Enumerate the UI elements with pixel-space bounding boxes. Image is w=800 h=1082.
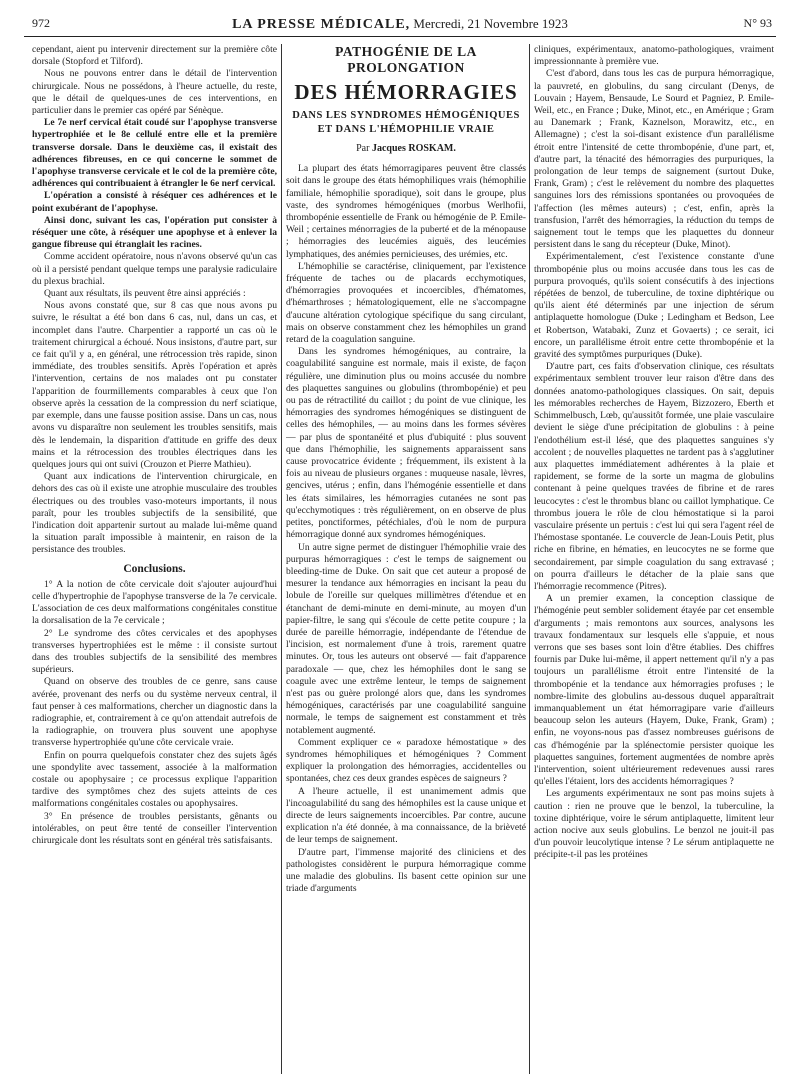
paragraph: Quant aux résultats, ils peuvent être ainsi appréciés : <box>44 288 246 300</box>
paragraph: A l'heure actuelle, il est unanimement admis que l'incoagulabilité du sang des hémophiles est la cause unique et directe de leurs saignements incoercibles. Par contre, aucune explication n'a été donnée, à ma connaissance, de la brièveté de leur temps de saignement. <box>286 785 526 846</box>
paragraph: A un premier examen, la conception classique de l'hémogénie peut sembler solidement étayée par cet ensemble d'arguments ; mais remontons aux sources, analysons les travaux fondamentaux sur lesquels elle s'appuie, et nous verrons que ses bases sont loin d'être établies. Des chiffres fournis par Duke lui-même, il appert nettement qu'il n'y a pas toujours un parallélisme étroit entre l'intensité de la thrombopénie et la tendance aux hémorragies profuses ; le nombre-limite des globulins au-dessous duquel apparaîtrait immanquablement un état hémorragipare varie d'ailleurs beaucoup selon les auteurs (Hayem, Duke, Frank, Gram) ; enfin, ne voyons-nous pas d'assez nombreuses guérisons de cas d'hémogénie par la splénectomie persister quoique les plaquettes sanguines, fortement augmentées de nombre après l'intervention, soient ultérieurement redevenues aussi rares qu'elles l'étaient, lors des accidents hémorragiques ? <box>534 593 774 788</box>
issue-number: N° 93 <box>743 16 772 30</box>
article-subtitle-line1: DANS LES SYNDROMES HÉMOGÉNIQUES <box>292 110 520 121</box>
paragraph: D'autre part, ces faits d'observation clinique, ces résultats expérimentaux semblent trouver leur raison d'être dans des données anatomo-pathologiques classiques. On sait, depuis les mémorables recherches de Hayem, Bizzozero, Eberth et Schimmelbusch, Lœb, qu'aussitôt formée, une plaie vasculaire devient le siège d'une précipitation de globulins : à peine l'endothélium est-il lésé, que des plaquettes sanguines s'y accolent ; de nouvelles plaquettes ne tardent pas à s'agglutiner aux plaquettes immédiatement adhérentes à la plaie et rapidement, se forme de la sorte un magma de globulins contenant à peine quelques travées de fibrine et de rares leucocytes : c'est le thrombus blanc ou caillot lymphatique. Ce thrombus jouera le rôle de clou hémostatique si la paroi vasculaire présente un pertuis : c'est lui qui sera l'agent réel de l'hémostase spontanée. Le couvercle de Jean-Louis Petit, plus riche en fibrine, en hématies, en leucocytes ne se forme que secondairement, par simple coagulation du sang extravasé ; on pourra d'ailleurs le détacher de la plaie sans que l'hémorragie recommence (Pitres). <box>534 361 774 592</box>
paragraph: L'opération a consisté à réséquer ces adhérences et le point exubérant de l'apophyse. <box>32 190 277 214</box>
paragraph: C'est d'abord, dans tous les cas de purpura hémorragique, la pauvreté, en globulins, du sang circulant (Denys, de Louvain ; Hayem, Bensaude, Le Sourd et Pagniez, P. Emile-Weil, etc., en France ; Duke, Minot, etc., en Amérique ; Gram au Danemark ; Frank, Kaznelson, Morawitz, etc., en Allemagne) ; c'est la soi-disant existence d'un parallélisme étroit entre l'intensité de cette thrombopénie, d'une part, et, d'autre part, la ténacité des hémorragies des purpuriques, la prolongation de leur temps de saignement (surtout Duke, Frank, Gram) ; c'est le relèvement du nombre des plaquettes sanguines lors des rémissions spontanées ou provoquées de l'affection (les mêmes auteurs) ; c'est, enfin, après la transfusion, l'arrêt des hémorragies, la réduction du temps de saignement tout le temps que les plaquettes du donneur persistent dans le sang du récepteur (Duke, Minot). <box>534 68 774 251</box>
paragraph: Nous avons constaté que, sur 8 cas que nous avons pu suivre, le résultat a été bon dans 6 cas, nul, dans un cas, et incomplet dans l'autre. Charpentier a rapporté un cas où le traitement chirurgical a échoué. Nous insistons, d'autre part, sur ce fait qu'il y a, en général, une rétrocession très rapide, sinon immédiate, des troubles sensitifs. Après l'opération et après l'intervention, certains de nos malades ont pu constater l'apparition de fourmillements comparables à ceux que l'on observe après la cessation de la compression du nerf sciatique, par exemple, dans une fausse position assise. Dans un cas, nous avons vu disparaître non seulement les troubles sensitifs, mais dès le lendemain, la disparition d'attitude en griffe des deux mains et la rétrocession des troubles électriques dans les quelques jours qui ont suivi (Crouzon et Pierre Mathieu). <box>32 300 277 470</box>
page-number: 972 <box>32 16 50 30</box>
author-name: Jacques ROSKAM. <box>371 143 456 154</box>
article-subtitle-line2: ET DANS L'HÉMOPHILIE VRAIE <box>317 124 495 135</box>
column-separator <box>529 44 530 1074</box>
article-title-line1: PATHOGÉNIE DE LA PROLONGATION <box>335 44 477 75</box>
column-middle <box>286 44 526 1074</box>
column-right <box>534 44 774 1074</box>
paragraph: Un autre signe permet de distinguer l'hémophilie vraie des purpuras hémorragiques : c'est le temps de saignement ou bleeding-time de Duke. On sait que cet auteur a proposé de mesurer la tendance aux hémorragies en incisant la peau du lobule de l'oreille sur quelques millimètres d'étendue et en étanchant de demi-minute en demi-minute, au moyen d'un papier-filtre, le sang qui s'écoule de cette petite coupure ; la durée de pareille hémorragie, indépendante de l'étendue de l'incision, est normalement d'une à trois, rarement quatre minutes. Or, tous les auteurs ont observé — fait d'apparence paradoxale — que, chez les hémophiles dont le sang se coagule avec une extrême lenteur, le temps de saignement n'est pas ou guère prolongé alors que, dans les syndromes hémogéniques, caractérisés par une coagulabilité sanguine normale, le temps de saignement est constamment et très notablement augmenté. <box>286 541 526 736</box>
paragraph: Dans les syndromes hémogéniques, au contraire, la coagulabilité sanguine est normale, mais il existe, de façon régulière, une diminution plus ou moins accusée du nombre des plaquettes sanguines ou globulins (thrombopénie) et peu ou pas de rétractilité du caillot ; du point de vue clinique, les hémorragies des syndromes hémogéniques se distinguent de celles des hémophiles, — au moins dans les formes sévères — par plus de spontanéité et plus d'ubiquité : plus souvent que dans l'hémophilie, les saignements apparaissent sans cause provocatrice évidente ; fréquemment, ils existent à la fois au niveau de plusieurs organes : muqueuse nasale, lèvres, gencives, utérus ; enfin, dans l'hémogénie essentielle et dans les états similaires, les hémorragies cutanées ne sont pas qu'ecchymotiques : très régulièrement, on en observe de plus petites, ponctiformes, pétéchiales, d'où le nom de purpura hémorragique donné aux syndromes hémogéniques. <box>286 346 526 541</box>
paragraph: Ainsi donc, suivant les cas, l'opération put consister à réséquer une côte, à réséquer une apophyse et à enlever la gangue fibreuse qui étranglait les racines. <box>32 214 277 251</box>
journal-name: LA PRESSE MÉDICALE, <box>232 17 411 32</box>
paragraph: Les arguments expérimentaux ne sont pas moins sujets à caution : rien ne prouve que le benzol, la tuberculine, la toxine diphtérique, voire le sérum antiplaquette, limitent leur action nocive aux seuls globulins. Le benzol ne jouit-il pas d'un pouvoir leucolytique intense ? Le sérum antiplaquette ne précipite-t-il pas les protéines <box>534 788 774 861</box>
paragraph: D'autre part, l'immense majorité des cliniciens et des pathologistes considèrent le purpura hémorragique comme une maladie des globulins. Ils basent cette opinion sur une triade d'arguments <box>286 846 526 895</box>
paragraph: Comment expliquer ce « paradoxe hémostatique » des syndromes hémophiliques et hémogéniques ? Comment expliquer la prolongation des hémorragies, accidentelles ou spontanées, chez ces deux grandes espèces de saigneurs ? <box>286 736 526 785</box>
column-separator <box>281 44 282 1074</box>
conclusion-item: 2° Le syndrome des côtes cervicales et des apophyses transverses hypertrophiées est le même : il consiste surtout dans des troubles subjectifs de la sensibilité des membres supérieurs. <box>32 627 277 676</box>
paragraph: cependant, aient pu intervenir directement sur la première côte dorsale (Stopford et Tilford). <box>32 44 277 68</box>
conclusions-heading: Conclusions. <box>123 562 186 575</box>
conclusion-item: 3° En présence de troubles persistants, gênants ou intolérables, on peut être tenté de conseiller l'intervention chirurgicale dont les résultats sont en général très satisfaisants. <box>32 810 277 846</box>
paragraph: cliniques, expérimentaux, anatomo-pathologiques, vraiment impressionnante à première vue. <box>534 44 774 68</box>
header-rule <box>24 36 776 37</box>
paragraph: Le 7e nerf cervical était coudé sur l'apophyse transverse hypertrophiée et le 8e cellulé entre elle et la première transverse dorsale. Dans le deuxième cas, il existait des adhérences fibreuses, en ce qui concerne le sommet de l'apophyse transverse cervicale et le col de la première côte, adhérences qui contribuaient à étrangler le 6e nerf cervical. <box>32 117 277 190</box>
paragraph: Comme accident opératoire, nous n'avons observé qu'un cas où il a persisté pendant quelque temps une paralysie radiculaire du plexus brachial. <box>32 251 277 287</box>
issue-date: Mercredi, 21 Novembre 1923 <box>413 16 568 31</box>
conclusion-item: 1° A la notion de côte cervicale doit s'ajouter aujourd'hui celle d'hypertrophie de l'apophyse transverse de la 7e cervicale. L'association de ces deux malformations congénitales constitue la dorsalisation de la 7e cervicale ; <box>32 578 277 627</box>
paragraph: La plupart des états hémorragipares peuvent être classés soit dans le groupe des états hémophiliques vrais (hémophilie familiale, hémophilie sporadique), soit dans le groupe, plus vaste, des syndromes hémogéniques (morbus Werlhofii, thrombopénie essentielle de Frank ou hémogénie de P. Emile-Weil ; certaines ménorragies de la puberté et de la ménopause ; hémorragies des leucémies aiguës, des leucémies lymphatiques, des anémies pernicieuses, des urémies, etc. <box>286 163 526 260</box>
conclusion-item: Enfin on pourra quelquefois constater chez des sujets âgés une spondylite avec tassement, associée à la malformation costale ou apophysaire ; ce processus explique l'apparition tardive des symptômes chez des sujets atteints de ces malformations congénitales costales ou apophysaires. <box>32 749 277 810</box>
article-title-block <box>286 44 526 155</box>
paragraph: Expérimentalement, c'est l'existence constante d'une thrombopénie plus ou moins accusée dans tous les cas de purpura provoqués, qu'ils soient consécutifs à des injections répétées de benzol, de tuberculine, de toxine diphtérique ou qu'ils aient été déterminés par une injection de sérum antiplaquette homologue (Duke ; Ledingham et Bedson, Lee et Robertson, Watabaki, Zunz et Govaerts) ; ce serait, ici encore, un parallélisme étroit entre cette thrombopénie et la gravité des symptômes purpuriques (Duke). <box>534 251 774 361</box>
paragraph: Quant aux indications de l'intervention chirurgicale, en dehors des cas où il existe une atrophie musculaire des troubles électriques ou des troubles vaso-moteurs importants, il nous paraît, pour les troubles subjectifs de la sensibilité, que l'indication doit appartenir surtout au malade lui-même quand la situation paraît impossible à maintenir, en raison de la persistance des troubles. <box>32 471 277 556</box>
article-title-line2: DES HÉMORRAGIES <box>294 80 518 104</box>
author-prefix: Par <box>356 143 370 154</box>
conclusion-item: Quand on observe des troubles de ce genre, sans cause avérée, provenant des nerfs ou du système nerveux central, il faut penser à ces malformations, chercher un diagnostic dans la radiographie, et, contrairement à ce qu'on attendait autrefois de la radiographie, on trouvera plus souvent une apophyse transverse hypertrophiée qu'une côte cervicale vraie. <box>32 676 277 749</box>
paragraph: L'hémophilie se caractérise, cliniquement, par l'existence fréquente de taches ou de placards ecchymotiques, d'hémorragies provoquées et incoercibles, d'hématomes, d'hémarthroses ; hématologiquement, elle ne s'accompagne d'aucune altération cytologique spécifique du sang circulant, mais on observe constamment chez les hémophiles un grand retard de la coagulation sanguine. <box>286 260 526 346</box>
running-title <box>24 16 776 33</box>
paragraph: Nous ne pouvons entrer dans le détail de l'intervention chirurgicale. Nous ne possédons, à l'heure actuelle, du reste, que le détail de quelques-unes de ces interventions, en particulier dans le premier cas opéré par Sénèque. <box>32 68 277 117</box>
column-left <box>32 44 277 1074</box>
page-header <box>24 2 776 38</box>
article-author <box>286 143 526 155</box>
